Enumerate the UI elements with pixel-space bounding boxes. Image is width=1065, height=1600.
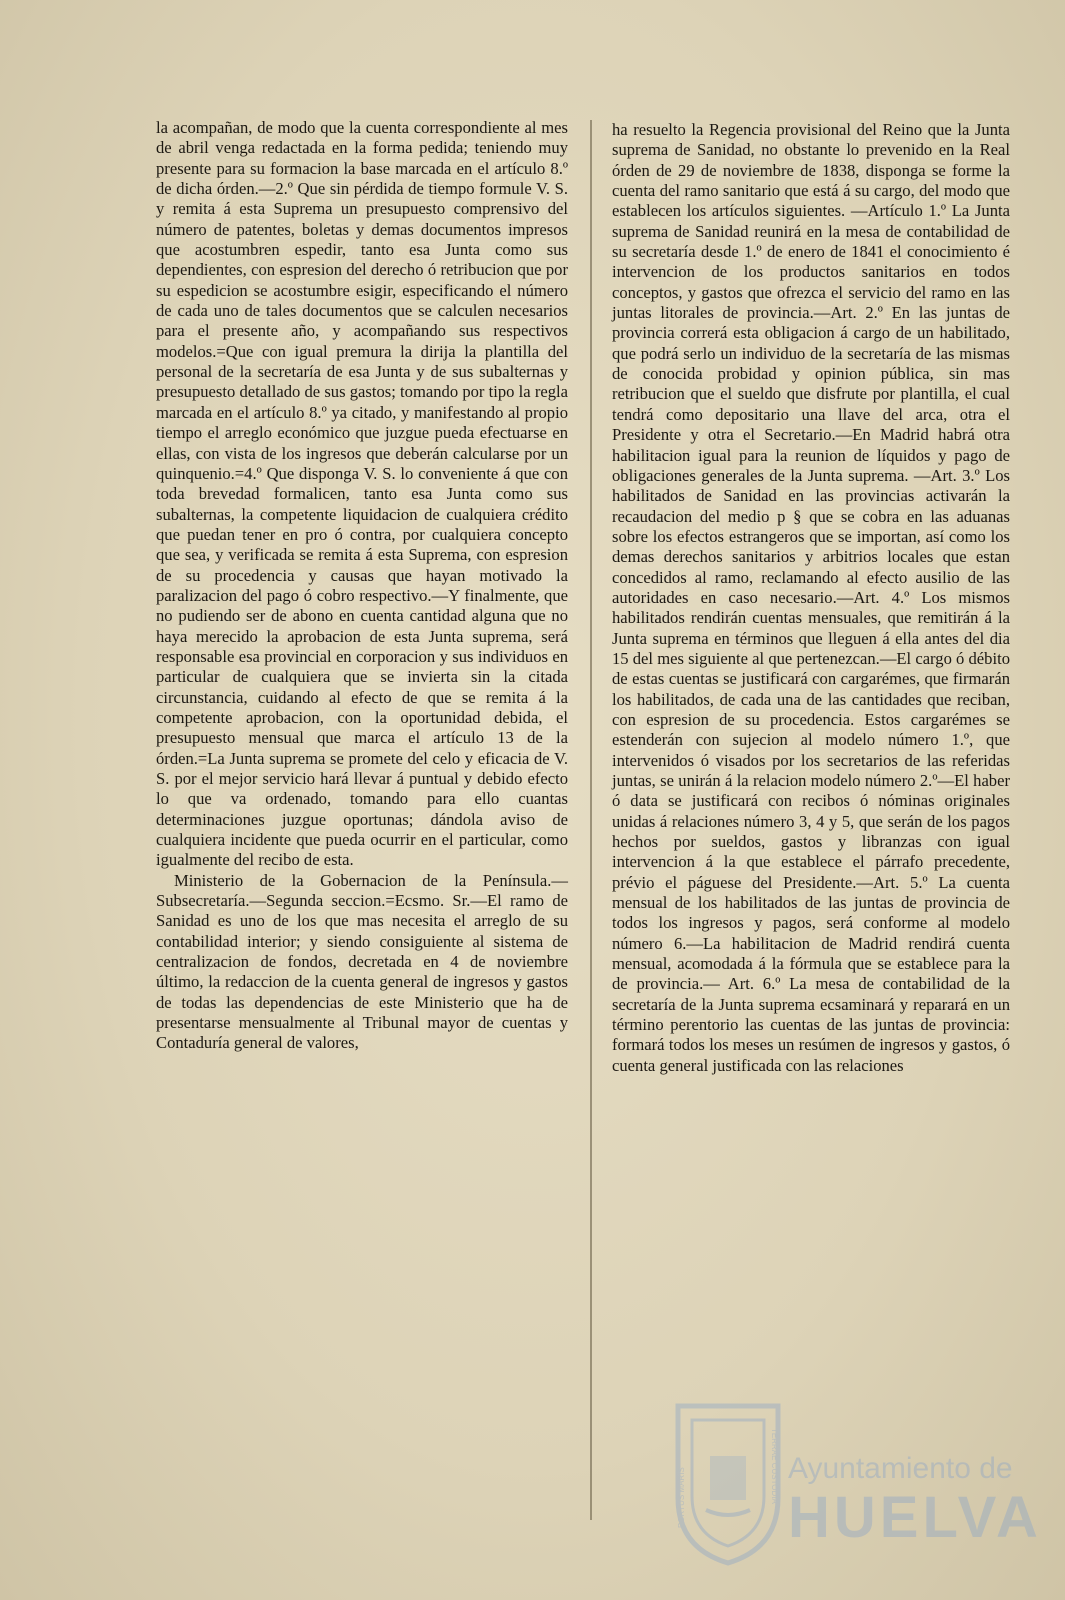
right-text-column [612,120,1010,1076]
archive-watermark [668,1398,1048,1588]
left-paragraph-2: Ministerio de la Gobernacion de la Península.—Subsecretaría.—Segunda seccion.=Ecsmo. Sr.—El ramo de Sanidad es uno de los que mas necesita el arreglo de su contabilidad interior; y siendo consiguiente al sistema de centralizacion de fondos, decretada en 4 de noviembre último, la redaccion de la cuenta general de ingresos y gastos de todas las dependencias de este Ministerio que ha de presentarse mensualmente al Tribunal mayor de cuentas y Contaduría general de valores, [156,870,568,1053]
city-seal-icon [668,1398,788,1568]
left-paragraph-1: la acompañan, de modo que la cuenta correspondiente al mes de abril venga redactada en la forma pedida; teniendo muy presente para su formacion la base marcada en el artículo 8.º de dicha órden.—2.º Que sin pérdida de tiempo formule V. S. y remita á esta Suprema un presupuesto comprensivo del número de patentes, boletas y demas documentos impresos que acostumbren espedir, tanto esa Junta como sus dependientes, con espresion del derecho ó retribucion que por su espedicion se acostumbre esigir, especificando el número de cada uno de tales documentos que se calculen necesarios para el presente año, y acompañando sus respectivos modelos.=Que con igual premura la dirija la plantilla del personal de la secretaría de esa Junta y de sus subalternas y presupuesto detallado de sus gastos; tomando por tipo la regla marcada en el artículo 8.º ya citado, y manifestando al propio tiempo el arreglo económico que juzgue pueda efectuarse en ellas, con vista de los ingresos que deberán calcularse por un quinquenio.=4.º Que disponga V. S. lo conveniente á que con toda brevedad formalicen, tanto esa Junta como sus subalternas, la competente liquidacion de cualquiera crédito que puedan tener en pro ó contra, por cualquiera concepto que sea, y verificada se remita á esta Suprema, con espresion de su procedencia y causas que hayan motivado la paralizacion del pago ó cobro respectivo.—Y finalmente, que no pudiendo ser de abono en cuenta cantidad alguna que no haya merecido la aprobacion de esta Junta suprema, será responsable esa provincial en corporacion y sus individuos en particular de cualquiera que se invierta sin la citada circunstancia, cuidando al efecto de que se remita á la competente aprobacion, con la oportunidad debida, el presupuesto mensual que marca el artículo 13 de la órden.=La Junta suprema se promete del celo y eficacia de V. S. por el mejor servicio hará llevar á puntual y debido efecto lo que va ordenado, tomando para ello cuantas determinaciones juzgue oportunas; dándola aviso de cualquiera incidente que pueda ocurrir en el particular, como igualmente del recibo de esta. [156,118,568,870]
seal-text-right: TERRAE CUSTODIA [770,1428,779,1504]
right-paragraph-1: ha resuelto la Regencia provisional del Reino que la Junta suprema de Sanidad, no obstante lo prevenido en la Real órden de 29 de noviembre de 1838, disponga se forme la cuenta del ramo sanitario que está á su cargo, del modo que establecen los artículos siguientes. —Artículo 1.º La Junta suprema de Sanidad reunirá en la mesa de contabilidad de su secretaría desde 1.º de enero de 1841 el conocimiento é intervencion de los productos sanitarios en todos conceptos, y gastos que ofrezca el servicio del ramo en las juntas litorales de provincia.—Art. 2.º En las juntas de provincia correrá esta obligacion á cargo de un habilitado, que podrá serlo un individuo de la secretaría de las mismas de conocida probidad y opinion pública, sin mas retribucion que el sueldo que disfrute por plantilla, el cual tendrá como depositario una llave del arca, otra el Presidente y otra el Secretario.—En Madrid habrá otra habilitacion igual para la reunion de líquidos y pago de obligaciones generales de la Junta suprema. —Art. 3.º Los habilitados de Sanidad en las provincias activarán la recaudacion del medio p § que se cobra en las aduanas sobre los efectos estrangeros que se importan, así como los demas derechos sanitarios y arbitrios locales que estan concedidos al ramo, reclamando al efecto ausilio de las autoridades en caso necesario.—Art. 4.º Los mismos habilitados rendirán cuentas mensuales, que remitirán á la Junta suprema en términos que lleguen á ella antes del dia 15 del mes siguiente al que pertenezcan.—El cargo ó débito de estas cuentas se justificará con cargarémes, que firmarán los habilitados, de cada una de las cantidades que reciban, con espresion de su procedencia. Estos cargarémes se estenderán con sujecion al modelo número 1.º, que intervenidos ó visados por los secretarios de las referidas juntas, se unirán á la relacion modelo número 2.º—El haber ó data se justificará con recibos ó nóminas originales unidas á relaciones número 3, 4 y 5, que serán de los pagos hechos por sueldos, gastos y libranzas con igual intervencion á la que establece el párrafo precedente, prévio el páguese del Presidente.—Art. 5.º La cuenta mensual de los habilitados de las juntas de provincia de todos los ingresos y pagos, será conforme al modelo número 6.—La habilitacion de Madrid rendirá cuenta mensual, acomodada á la fórmula que se establece para la de provincia.— Art. 6.º La mesa de contabilidad de la secretaría de la Junta suprema ecsaminará y reparará en un término perentorio las cuentas de las juntas de provincia: formará todos los meses un resúmen de ingresos y gastos, ó cuenta general justificada con las relaciones [612,120,1010,1075]
column-divider [590,120,592,1520]
left-text-column [156,118,568,1054]
seal-text-left: PORTUS MARIS [677,1467,686,1528]
watermark-line1: Ayuntamiento de [788,1452,1013,1485]
watermark-line2: HUELVA [788,1485,1042,1550]
